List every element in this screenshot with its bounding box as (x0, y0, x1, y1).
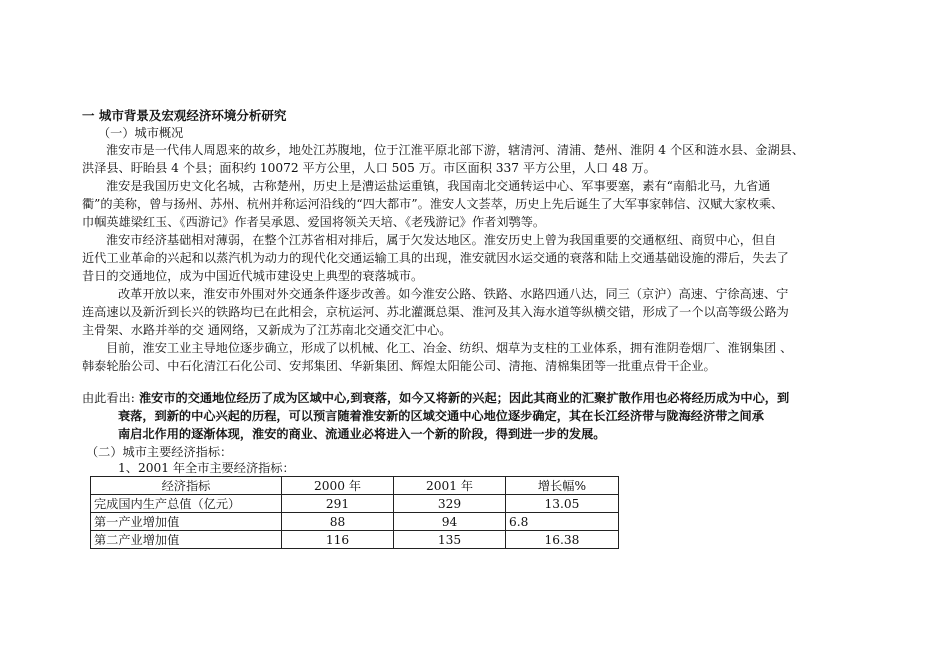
table-row (91, 513, 619, 531)
subsection-title-indicators: （二）城市主要经济指标： (86, 445, 233, 459)
paragraph-line: 昔日的交通地位，成为中国近代城市建设史上典型的衰落城市。 (82, 269, 424, 283)
table-header-cell: 2001 年 (394, 477, 506, 495)
table-row (91, 531, 619, 549)
table-cell-2000: 291 (282, 495, 394, 513)
subsection-title-overview: （一）城市概况 (98, 126, 184, 140)
paragraph-line: 改革开放以来，淮安市外围对外交通条件逐步改善。如今淮安公路、铁路、水路四通八达，同三（京沪）高速、宁徐高速、宁 (118, 287, 789, 301)
paragraph-line: 淮安市经济基础相对薄弱，在整个江苏省相对排后，属于欠发达地区。淮安历史上曾为我国重要的交通枢纽、商贸中心，但自 (106, 233, 777, 247)
table-cell-2001: 329 (394, 495, 506, 513)
table-cell-growth: 6.8 (506, 513, 619, 531)
table-caption: 1、2001 年全市主要经济指标： (118, 461, 295, 475)
paragraph-line: 连高速以及新沂到长兴的铁路均已在此相会，京杭运河、苏北灌溉总渠、淮河及其入海水道等纵横交错，形成了一个以高等级公路为 (82, 305, 789, 319)
table-cell-2000: 116 (282, 531, 394, 549)
table-header-cell: 2000 年 (282, 477, 394, 495)
paragraph-line: 韩泰轮胎公司、中石化清江石化公司、安邦集团、华新集团、辉煌太阳能公司、清拖、清棉集团等一批重点骨干企业。 (82, 359, 716, 373)
table-header-cell: 增长幅% (506, 477, 619, 495)
table-header-cell: 经济指标 (91, 477, 282, 495)
paragraph-line: 巾帼英雄梁红玉、《西游记》作者吴承恩、爱国将领关天培、《老残游记》作者刘鹗等。 (82, 215, 546, 229)
paragraph-line: 目前，淮安工业主导地位逐步确立，形成了以机械、化工、冶金、纺织、烟草为支柱的工业体系，拥有淮阴卷烟厂、淮钢集团 、 (106, 341, 793, 355)
paragraph-line: 衢”的美称，曾与扬州、苏州、杭州并称运河沿线的“四大都市”。淮安人文荟萃，历史上先后诞生了大军事家韩信、汉赋大家枚乘、 (82, 197, 784, 211)
table-cell-2001: 135 (394, 531, 506, 549)
table-cell-growth: 16.38 (506, 531, 619, 549)
table-cell-2001: 94 (394, 513, 506, 531)
section-heading: 一 城市背景及宏观经济环境分析研究 (82, 108, 287, 123)
economic-indicators-table (90, 476, 619, 549)
table-row (91, 495, 619, 513)
paragraph-line: 淮安市是一代伟人周恩来的故乡，地处江苏腹地，位于江淮平原北部下游，辖清河、清浦、楚州、淮阴 4 个区和涟水县、金湖县、 (106, 143, 805, 157)
table-cell-growth: 13.05 (506, 495, 619, 513)
paragraph-line: 主骨架、水路并举的交 通网络，又新成为了江苏南北交通交汇中心。 (82, 323, 452, 337)
table-cell-indicator: 第一产业增加值 (91, 513, 282, 531)
paragraph-line: 近代工业革命的兴起和以蒸汽机为动力的现代化交通运输工具的出现，淮安就因水运交通的衰落和陆上交通基础设施的滞后，失去了 (82, 251, 789, 265)
conclusion-label: 由此看出: (82, 391, 135, 405)
conclusion-line: 衰落，到新的中心兴起的历程，可以预言随着淮安新的区域交通中心地位逐步确定，其在长江经济带与陇海经济带之间承 (118, 409, 764, 423)
conclusion-line: 淮安市的交通地位经历了成为区域中心,到衰落，如今又将新的兴起；因此其商业的汇聚扩散作用也必将经历成为中心，到 (139, 391, 790, 405)
conclusion-line: 南启北作用的逐渐体现，淮安的商业、流通业必将进入一个新的阶段，得到进一步的发展。 (118, 427, 606, 441)
table-cell-indicator: 第二产业增加值 (91, 531, 282, 549)
table-cell-2000: 88 (282, 513, 394, 531)
paragraph-line: 洪泽县、盱眙县 4 个县；面积约 10072 平方公里，人口 505 万。市区面积 337 平方公里，人口 48 万。 (82, 161, 656, 175)
table-header-row (91, 477, 619, 495)
table-cell-indicator: 完成国内生产总值（亿元） (91, 495, 282, 513)
paragraph-line: 淮安是我国历史文化名城，古称楚州，历史上是漕运盐运重镇，我国南北交通转运中心、军事要塞，素有“南船北马，九省通 (106, 179, 771, 193)
